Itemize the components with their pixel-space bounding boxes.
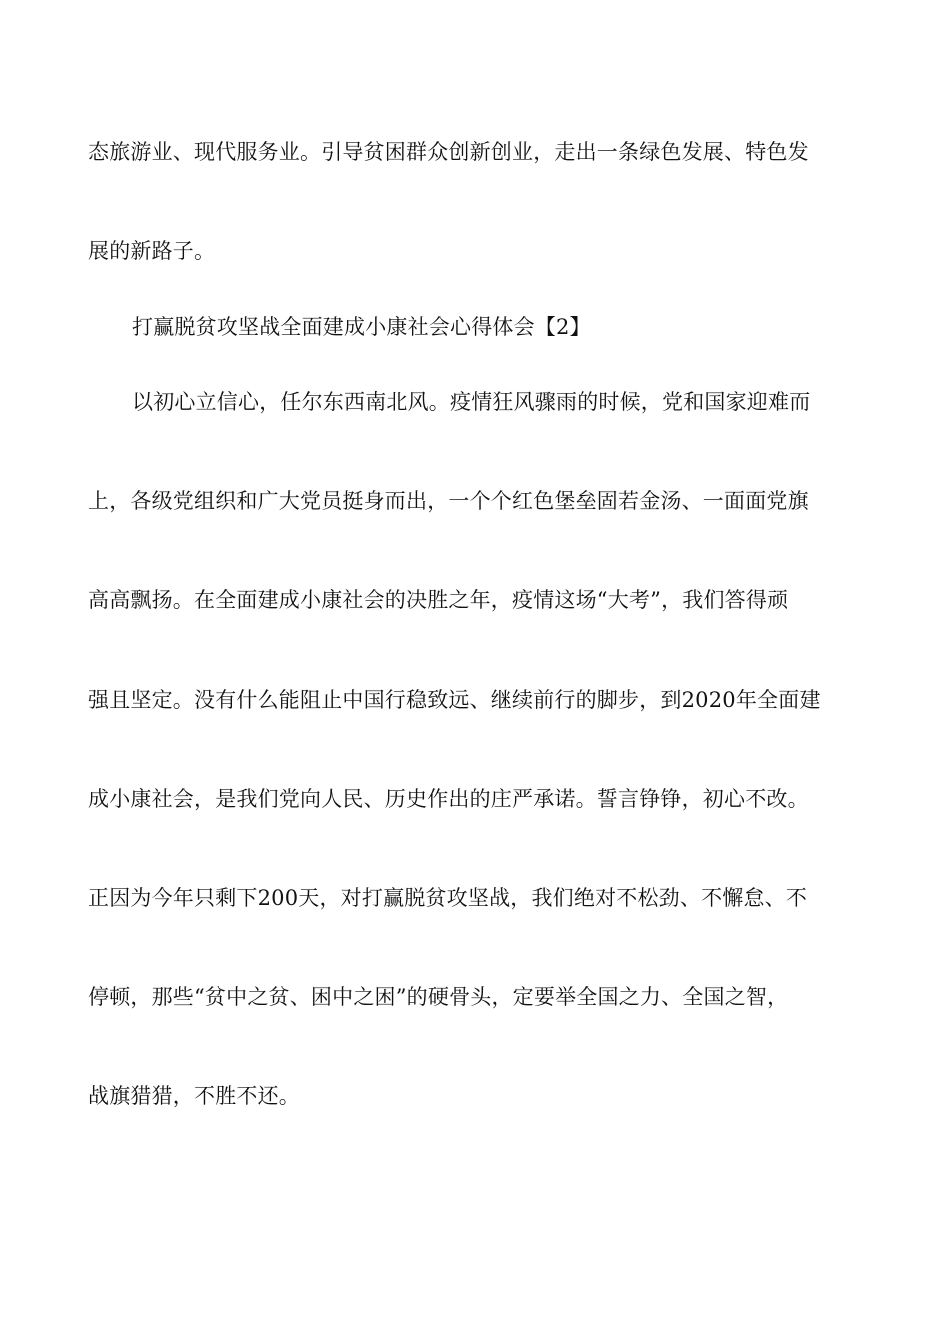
paragraph-line: 战旗猎猎，不胜不还。 <box>88 1084 300 1108</box>
paragraph-line: 成小康社会，是我们党向人民、历史作出的庄严承诺。誓言铮铮，初心不改。 <box>88 787 809 811</box>
section-heading: 打赢脱贫攻坚战全面建成小康社会心得体会【2】 <box>132 315 591 339</box>
paragraph-line: 上，各级党组织和广大党员挺身而出，一个个红色堡垒固若金汤、一面面党旗 <box>88 489 809 513</box>
paragraph-line: 态旅游业、现代服务业。引导贫困群众创新创业，走出一条绿色发展、特色发 <box>88 140 809 164</box>
paragraph-line: 展的新路子。 <box>88 239 216 263</box>
paragraph-line: 以初心立信心，任尔东西南北风。疫情狂风骤雨的时候，党和国家迎难而 <box>132 390 811 414</box>
paragraph-line: 强且坚定。没有什么能阻止中国行稳致远、继续前行的脚步，到2020年全面建 <box>88 688 821 712</box>
paragraph-line: 正因为今年只剩下200天，对打赢脱贫攻坚战，我们绝对不松劲、不懈怠、不 <box>88 886 808 910</box>
paragraph-line: 停顿，那些“贫中之贫、困中之困”的硬骨头，定要举全国之力、全国之智， <box>88 985 789 1009</box>
paragraph-line: 高高飘扬。在全面建成小康社会的决胜之年，疫情这场“大考”，我们答得顽 <box>88 588 789 612</box>
